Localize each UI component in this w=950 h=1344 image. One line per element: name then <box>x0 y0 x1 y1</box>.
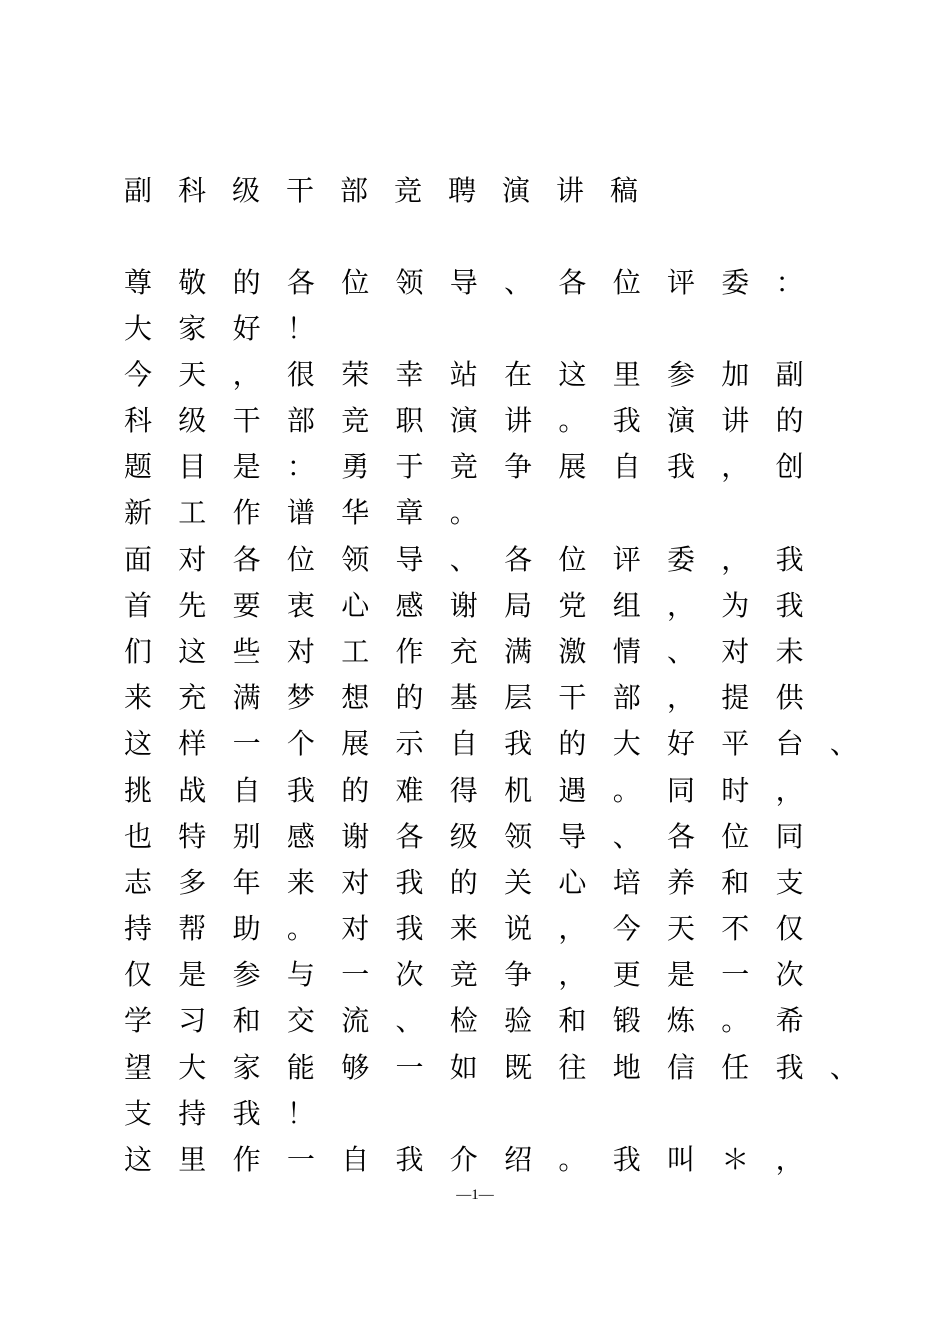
body-line: 今天，很荣幸站在这里参加副 <box>124 358 830 391</box>
page-number: —1— <box>456 1187 494 1203</box>
body-line: 这里作一自我介绍。我叫＊， <box>124 1143 830 1176</box>
body-line: 题目是：勇于竞争展自我，创 <box>124 450 830 483</box>
body-line: 志多年来对我的关心培养和支 <box>124 866 830 899</box>
body-line: 仅是参与一次竞争，更是一次 <box>124 958 830 991</box>
body-line: 这样一个展示自我的大好平台、 <box>124 727 884 760</box>
body-line: 来充满梦想的基层干部，提供 <box>124 681 830 714</box>
body-line: 科级干部竞职演讲。我演讲的 <box>124 404 830 437</box>
body-line: 们这些对工作充满激情、对未 <box>124 635 830 668</box>
body-line: 持帮助。对我来说，今天不仅 <box>124 912 830 945</box>
body-line: 挑战自我的难得机遇。同时， <box>124 774 830 807</box>
body-line: 学习和交流、检验和锻炼。希 <box>124 1004 830 1037</box>
body-line: 大家好！ <box>124 312 342 345</box>
body-line: 也特别感谢各级领导、各位同 <box>124 820 830 853</box>
body-line: 首先要衷心感谢局党组，为我 <box>124 589 830 622</box>
document-title: 副科级干部竞聘演讲稿 <box>124 174 665 207</box>
body-line: 面对各位领导、各位评委，我 <box>124 543 830 576</box>
body-line: 新工作谱华章。 <box>124 496 505 529</box>
body-line: 尊敬的各位领导、各位评委： <box>124 266 830 299</box>
body-line: 望大家能够一如既往地信任我、 <box>124 1051 884 1084</box>
body-line: 支持我！ <box>124 1097 342 1130</box>
